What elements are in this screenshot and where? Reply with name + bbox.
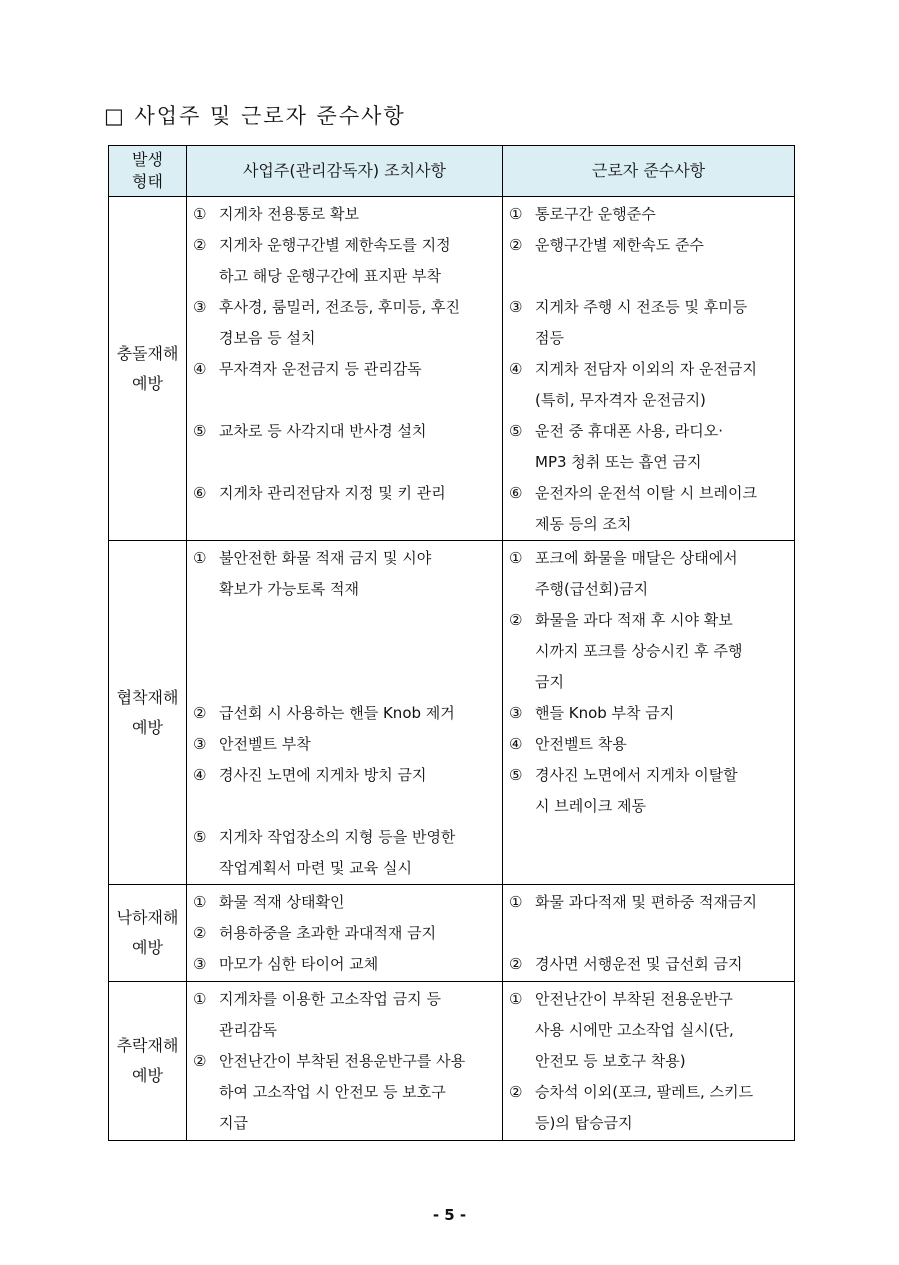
table-row [109, 197, 795, 541]
list-item: ⑥ 운전자의 운전석 이탈 시 브레이크 제동 등의 조치 [509, 484, 757, 533]
header-worker: 근로자 준수사항 [503, 146, 795, 197]
table-row [109, 885, 795, 982]
list-item: ⑤ 운전 중 휴대폰 사용, 라디오· MP3 청취 또는 흡연 금지 [509, 422, 723, 471]
employer-cell [187, 541, 503, 885]
worker-cell [503, 197, 795, 541]
list-item: ② 허용하중을 초과한 과대적재 금지 [193, 924, 437, 942]
list-item: ② 승차석 이외(포크, 팔레트, 스키드 등)의 탑승금지 [509, 1083, 754, 1132]
list-item: ① 포크에 화물을 매달은 상태에서 주행(급선회)금지 [509, 549, 738, 598]
list-item: ① 화물 과다적재 및 편하중 적재금지 [509, 893, 757, 911]
list-item: ④ 무자격자 운전금지 등 관리감독 [193, 360, 422, 378]
compliance-table [108, 145, 795, 1141]
list-item: ③ 마모가 심한 타이어 교체 [193, 955, 379, 973]
employer-cell [187, 982, 503, 1141]
list-item: ② 경사면 서행운전 및 급선회 금지 [509, 955, 743, 973]
list-item: ⑤ 교차로 등 사각지대 반사경 설치 [193, 422, 427, 440]
table-header-row [109, 146, 795, 197]
category-fall: 추락재해 예방 [109, 982, 187, 1141]
list-item: ③ 핸들 Knob 부착 금지 [509, 704, 675, 722]
list-item: ④ 안전벨트 착용 [509, 735, 627, 753]
worker-cell [503, 541, 795, 885]
section-heading: □ 사업주 및 근로자 준수사항 [104, 104, 406, 128]
category-caught: 협착재해 예방 [109, 541, 187, 885]
list-item: ① 지게차를 이용한 고소작업 금지 등 관리감독 [193, 990, 441, 1039]
list-item: ⑤ 경사진 노면에서 지게차 이탈할 시 브레이크 제동 [509, 766, 738, 815]
list-item: ④ 지게차 전담자 이외의 자 운전금지 (특히, 무자격자 운전금지) [509, 360, 757, 409]
list-item: ② 화물을 과다 적재 후 시야 확보 시까지 포크를 상승시킨 후 주행 금지 [509, 611, 743, 691]
worker-cell [503, 885, 795, 982]
list-item: ② 급선회 시 사용하는 핸들 Knob 제거 [193, 704, 455, 722]
header-type: 발생 형태 [109, 146, 187, 197]
list-item: ⑥ 지게차 관리전담자 지정 및 키 관리 [193, 484, 446, 502]
list-item: ④ 경사진 노면에 지게차 방치 금지 [193, 766, 427, 784]
list-item: ③ 후사경, 룸밀러, 전조등, 후미등, 후진 경보음 등 설치 [193, 298, 461, 347]
list-item: ② 안전난간이 부착된 전용운반구를 사용 하여 고소작업 시 안전모 등 보호구 지급 [193, 1052, 466, 1132]
list-item: ① 화물 적재 상태확인 [193, 893, 345, 911]
employer-cell [187, 197, 503, 541]
list-item: ① 지게차 전용통로 확보 [193, 205, 359, 223]
table-row [109, 541, 795, 885]
worker-cell [503, 982, 795, 1141]
list-item: ① 통로구간 운행준수 [509, 205, 656, 223]
list-item: ⑤ 지게차 작업장소의 지형 등을 반영한 작업계획서 마련 및 교육 실시 [193, 828, 456, 877]
category-falling-object: 낙하재해 예방 [109, 885, 187, 982]
list-item: ② 운행구간별 제한속도 준수 [509, 236, 704, 254]
table-row [109, 982, 795, 1141]
employer-cell [187, 885, 503, 982]
list-item: ③ 안전벨트 부착 [193, 735, 311, 753]
page-number: - 5 - [432, 1206, 467, 1224]
list-item: ③ 지게차 주행 시 전조등 및 후미등 점등 [509, 298, 748, 347]
list-item: ① 불안전한 화물 적재 금지 및 시야 확보가 가능토록 적재 [193, 549, 432, 598]
list-item: ② 지게차 운행구간별 제한속도를 지정 하고 해당 운행구간에 표지판 부착 [193, 236, 451, 285]
category-collision: 충돌재해 예방 [109, 197, 187, 541]
header-employer: 사업주(관리감독자) 조치사항 [187, 146, 503, 197]
list-item: ① 안전난간이 부착된 전용운반구 사용 시에만 고소작업 실시(단, 안전모 등 보호구 착용) [509, 990, 734, 1070]
